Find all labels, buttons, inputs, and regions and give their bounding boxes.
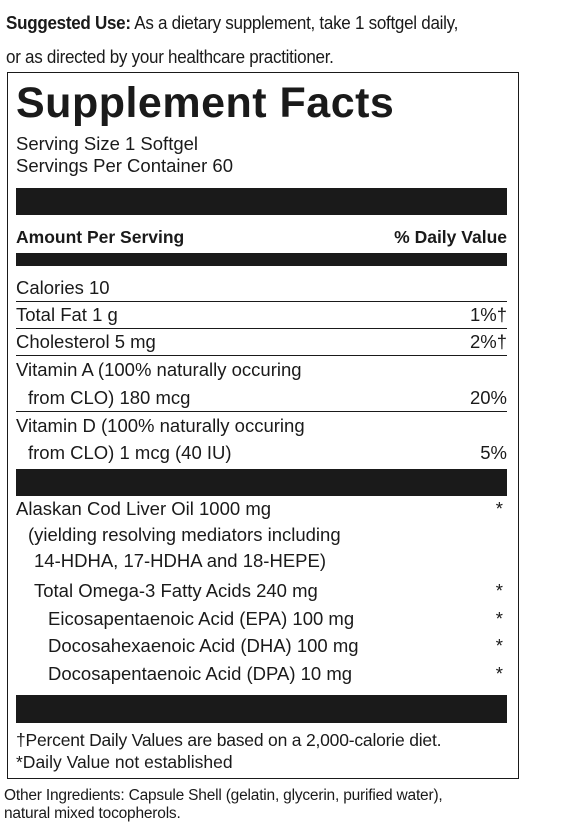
serving-size: Serving Size 1 Softgel: [16, 133, 199, 154]
vitamin-d-line1: Vitamin D (100% naturally occuring: [16, 415, 305, 436]
other-ingredients-line1: Other Ingredients: Capsule Shell (gelatin, glycerin, purified water),: [4, 787, 443, 804]
vitamin-a-dv: 20%: [469, 387, 507, 408]
dha-label: Docosahexaenoic Acid (DHA) 100 mg: [48, 635, 359, 656]
dpa-label: Docosapentaenoic Acid (DPA) 10 mg: [48, 663, 353, 684]
cholesterol-dv: 2%†: [469, 331, 507, 352]
divider: [16, 301, 507, 302]
omega3-dv: *: [495, 580, 503, 601]
servings-per-container: Servings Per Container 60: [16, 155, 233, 176]
total-fat-label: Total Fat 1 g: [16, 304, 118, 325]
header-daily-value: % Daily Value: [394, 227, 507, 247]
cholesterol-label: Cholesterol 5 mg: [16, 331, 156, 352]
thick-divider-3: [16, 469, 507, 496]
thick-divider-1: [16, 188, 507, 215]
epa-label: Eicosapentaenoic Acid (EPA) 100 mg: [48, 608, 355, 629]
footnote-not-established: *Daily Value not established: [16, 752, 233, 772]
cod-liver-oil-line3: 14-HDHA, 17-HDHA and 18-HEPE): [34, 550, 326, 571]
dpa-dv: *: [495, 663, 503, 684]
vitamin-a-line1: Vitamin A (100% naturally occuring: [16, 359, 302, 380]
epa-dv: *: [495, 608, 503, 629]
thick-divider-2: [16, 253, 507, 266]
suggested-use-label: Suggested Use:: [6, 12, 131, 33]
panel-title: Supplement Facts: [16, 79, 395, 127]
cod-liver-oil-line1: Alaskan Cod Liver Oil 1000 mg: [16, 498, 272, 519]
omega3-label: Total Omega-3 Fatty Acids 240 mg: [34, 580, 318, 601]
vitamin-a-line2: from CLO) 180 mcg: [28, 387, 191, 408]
vitamin-d-line2: from CLO) 1 mcg (40 IU): [28, 442, 232, 463]
vitamin-d-dv: 5%: [480, 442, 507, 463]
dha-dv: *: [495, 635, 503, 656]
footnote-percent-daily: †Percent Daily Values are based on a 2,000-calorie diet.: [16, 730, 442, 750]
suggested-use: [6, 6, 518, 74]
divider: [16, 328, 507, 329]
calories-label: Calories 10: [16, 277, 110, 298]
cod-liver-oil-dv: *: [495, 498, 503, 519]
suggested-use-text-2: or as directed by your healthcare practitioner.: [6, 46, 334, 67]
divider: [16, 411, 507, 412]
supplement-facts-panel: [7, 72, 519, 779]
divider: [16, 355, 507, 356]
other-ingredients-line2: natural mixed tocopherols.: [4, 805, 181, 822]
total-fat-dv: 1%†: [469, 304, 507, 325]
cod-liver-oil-line2: (yielding resolving mediators including: [28, 524, 341, 545]
thick-divider-4: [16, 695, 507, 723]
other-ingredients: [4, 787, 564, 823]
header-amount: Amount Per Serving: [16, 227, 185, 247]
suggested-use-text: As a dietary supplement, take 1 softgel daily,: [130, 12, 459, 33]
